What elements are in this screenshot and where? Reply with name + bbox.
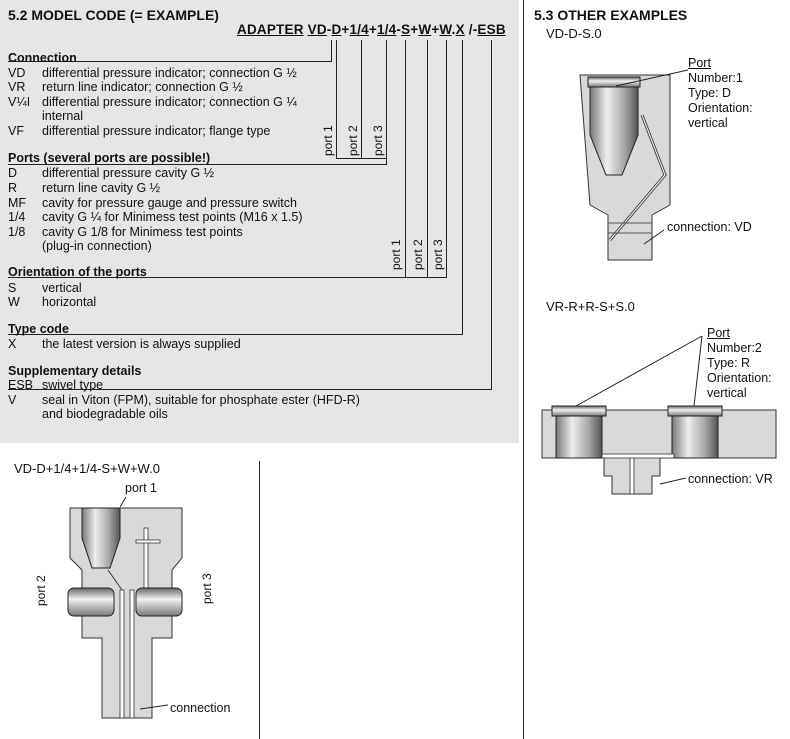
code-part: X xyxy=(455,22,465,37)
leader-lines xyxy=(570,330,710,490)
example2-port-line: vertical xyxy=(707,386,747,400)
code-part: ADAPTER xyxy=(237,22,304,37)
code-cell: VD xyxy=(8,66,26,80)
divider xyxy=(523,0,524,739)
code-part: D xyxy=(331,22,342,37)
desc-cell: internal xyxy=(42,109,83,123)
example2-port-title: Port xyxy=(707,326,730,340)
desc-cell: (plug-in connection) xyxy=(42,239,152,253)
port-label: port 3 xyxy=(371,125,385,156)
desc-cell: and biodegradable oils xyxy=(42,407,168,421)
desc-cell: return line indicator; connection G ½ xyxy=(42,80,243,94)
code-sep: + xyxy=(368,22,377,37)
code-cell: VF xyxy=(8,124,24,138)
desc-cell: return line cavity G ½ xyxy=(42,181,161,195)
code-cell: X xyxy=(8,337,17,351)
code-part: 1/4 xyxy=(349,22,369,37)
desc-cell: the latest version is always supplied xyxy=(42,337,241,351)
port-label: port 1 xyxy=(389,239,403,270)
connector-line xyxy=(386,40,387,158)
example1-title: VD-D-S.0 xyxy=(546,26,602,41)
example1-port-line: Type: D xyxy=(688,86,732,100)
code-cell: D xyxy=(8,166,18,180)
desc-cell: differential pressure indicator; flange type xyxy=(42,124,271,138)
example2-title: VR-R+R-S+S.0 xyxy=(546,299,635,314)
example2-port-line: Number:2 xyxy=(707,341,762,355)
example1-port-line: Orientation: xyxy=(688,101,753,115)
section-title-connection: Connection xyxy=(8,51,77,65)
desc-cell: cavity G ¼ for Minimess test points (M16 x 1.5) xyxy=(42,210,303,224)
code-cell: V¼I xyxy=(8,95,31,109)
code-cell: S xyxy=(8,281,17,295)
code-sep: - xyxy=(396,22,402,37)
code-cell: ESB xyxy=(8,378,34,392)
desc-cell: differential pressure cavity G ½ xyxy=(42,166,215,180)
desc-cell: horizontal xyxy=(42,295,97,309)
desc-cell: cavity G 1/8 for Minimess test points xyxy=(42,225,243,239)
example1-port-line: vertical xyxy=(688,116,728,130)
code-part: S xyxy=(401,22,411,37)
port-label: port 2 xyxy=(346,125,360,156)
code-part: ESB xyxy=(477,22,506,37)
code-part: W xyxy=(439,22,452,37)
port-label: port 2 xyxy=(411,239,425,270)
desc-cell: swivel type xyxy=(42,378,104,392)
connector-line xyxy=(462,40,463,334)
leader-lines xyxy=(120,495,180,715)
code-sep: + xyxy=(410,22,419,37)
connector-line xyxy=(331,40,332,61)
connector-line xyxy=(491,40,492,389)
connector-line xyxy=(336,158,387,159)
section-title-supplementary: Supplementary details xyxy=(8,364,142,378)
divider xyxy=(259,461,260,739)
example1-connection: connection: VD xyxy=(667,220,752,234)
desc-cell: vertical xyxy=(42,281,82,295)
desc-cell: cavity for pressure gauge and pressure switch xyxy=(42,196,297,210)
connector-line xyxy=(446,40,447,278)
desc-cell: seal in Viton (FPM), suitable for phosphate ester (HFD-R) xyxy=(42,393,360,407)
connector-line xyxy=(336,40,337,158)
code-sep: - xyxy=(326,22,332,37)
connector-line xyxy=(8,334,463,335)
label-connection: connection xyxy=(170,701,231,715)
example1-port-title: Port xyxy=(688,56,711,70)
connector-line xyxy=(427,40,428,278)
label-port-1: port 1 xyxy=(125,481,157,495)
section-title-type-code: Type code xyxy=(8,322,69,336)
desc-cell: differential pressure indicator; connection G ¼ xyxy=(42,95,297,109)
code-cell: R xyxy=(8,181,18,195)
code-cell: MF xyxy=(8,196,27,210)
code-part: 1/4 xyxy=(376,22,397,37)
section-title-ports: Ports (several ports are possible!) xyxy=(8,151,211,165)
code-sep: . xyxy=(451,22,456,37)
port-label: port 1 xyxy=(321,125,335,156)
other-examples-heading: 5.3 OTHER EXAMPLES xyxy=(534,7,688,23)
label-port-2: port 2 xyxy=(34,575,48,606)
code-sep: + xyxy=(341,22,350,37)
model-code-heading: 5.2 MODEL CODE (= EXAMPLE) xyxy=(8,7,219,23)
example2-port-line: Type: R xyxy=(707,356,751,370)
code-cell: VR xyxy=(8,80,26,94)
connector-line xyxy=(361,40,362,158)
example1-port-line: Number:1 xyxy=(688,71,743,85)
port-label: port 3 xyxy=(431,239,445,270)
code-cell: 1/4 xyxy=(8,210,26,224)
section-title-orientation: Orientation of the ports xyxy=(8,265,147,279)
connector-line xyxy=(386,158,387,165)
code-cell: 1/8 xyxy=(8,225,26,239)
code-part: VD xyxy=(307,22,327,37)
code-sep: + xyxy=(431,22,440,37)
code-cell: W xyxy=(8,295,20,309)
code-sep: /- xyxy=(464,22,478,37)
model-code-string xyxy=(237,22,506,37)
code-cell: V xyxy=(8,393,17,407)
bottom-example-title: VD-D+1/4+1/4-S+W+W.0 xyxy=(14,461,160,476)
example2-port-line: Orientation: xyxy=(707,371,772,385)
code-part: W xyxy=(418,22,432,37)
example2-connection: connection: VR xyxy=(688,472,773,486)
label-port-3: port 3 xyxy=(200,573,214,604)
connector-line xyxy=(405,40,406,278)
desc-cell: differential pressure indicator; connection G ½ xyxy=(42,66,297,80)
